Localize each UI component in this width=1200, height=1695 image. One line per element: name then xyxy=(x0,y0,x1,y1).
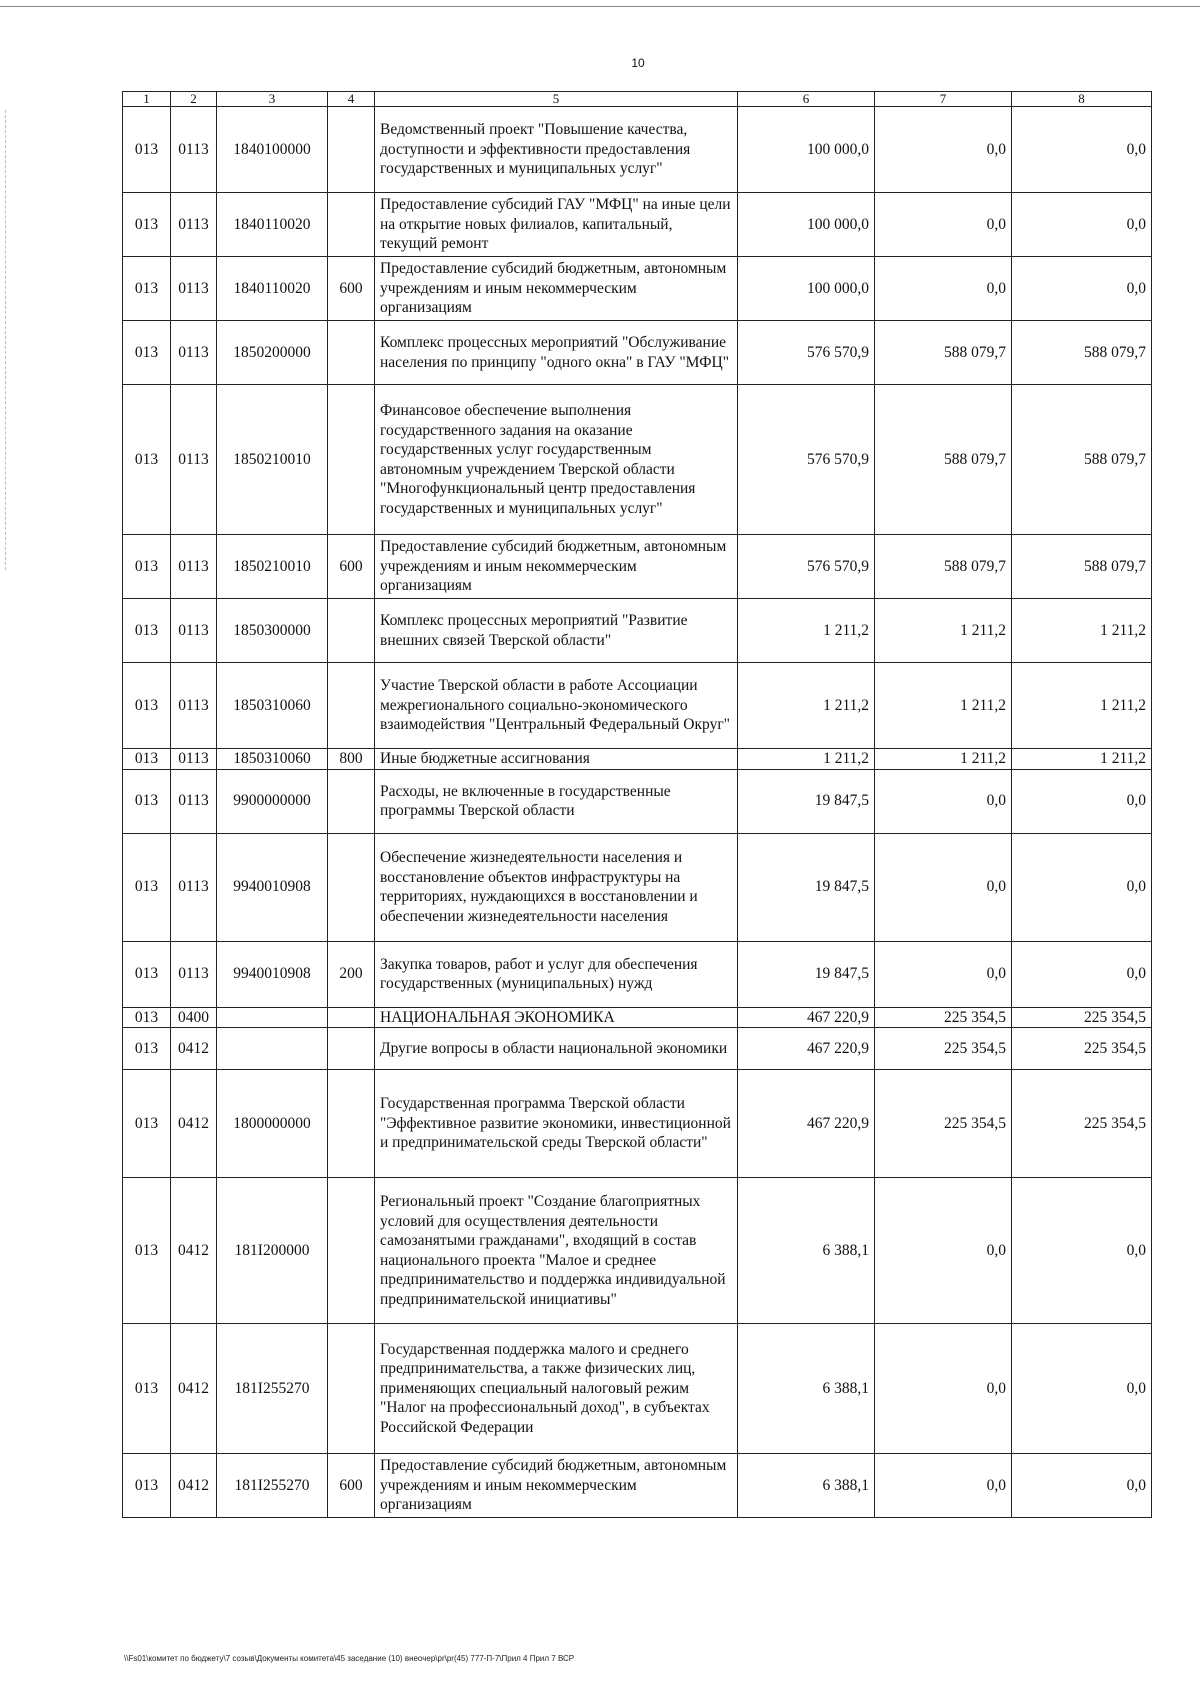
table-row xyxy=(123,599,1152,663)
cell-amount-2: 0,0 xyxy=(875,257,1012,321)
cell-amount-1: 100 000,0 xyxy=(738,193,875,257)
cell-amount-1: 576 570,9 xyxy=(738,321,875,385)
cell-amount-1: 1 211,2 xyxy=(738,749,875,770)
cell-amount-2: 1 211,2 xyxy=(875,599,1012,663)
cell-expense-type xyxy=(328,321,375,385)
cell-amount-2: 0,0 xyxy=(875,193,1012,257)
cell-ministry: 013 xyxy=(123,833,171,941)
cell-amount-3: 0,0 xyxy=(1012,107,1152,193)
cell-amount-1: 19 847,5 xyxy=(738,833,875,941)
cell-expense-type xyxy=(328,1178,375,1324)
cell-description: Государственная поддержка малого и среднего предпринимательства, а также физических лиц, применяющих специальный налоговый режим "Налог на профессиональный доход", в субъектах Российской Федерации xyxy=(375,1324,738,1454)
cell-amount-1: 576 570,9 xyxy=(738,535,875,599)
cell-description: Другие вопросы в области национальной экономики xyxy=(375,1028,738,1070)
cell-ministry: 013 xyxy=(123,385,171,535)
cell-amount-2: 225 354,5 xyxy=(875,1028,1012,1070)
cell-amount-3: 588 079,7 xyxy=(1012,321,1152,385)
cell-section: 0412 xyxy=(171,1454,217,1518)
table-row xyxy=(123,193,1152,257)
cell-amount-3: 0,0 xyxy=(1012,769,1152,833)
cell-ministry: 013 xyxy=(123,1178,171,1324)
cell-target: 1840110020 xyxy=(217,193,328,257)
cell-expense-type: 600 xyxy=(328,1454,375,1518)
cell-ministry: 013 xyxy=(123,535,171,599)
col-header-2: 2 xyxy=(171,92,217,107)
col-header-8: 8 xyxy=(1012,92,1152,107)
cell-description: Ведомственный проект "Повышение качества, доступности и эффективности предоставления государственных и муниципальных услуг" xyxy=(375,107,738,193)
cell-section: 0113 xyxy=(171,107,217,193)
cell-amount-3: 0,0 xyxy=(1012,833,1152,941)
table-row xyxy=(123,385,1152,535)
cell-description: Финансовое обеспечение выполнения государственного задания на оказание государственных услуг государственным автономным учреждением Тверской области "Многофункциональный центр предоставления государственных и муниципальных услуг" xyxy=(375,385,738,535)
cell-amount-3: 588 079,7 xyxy=(1012,535,1152,599)
cell-section: 0113 xyxy=(171,193,217,257)
cell-expense-type xyxy=(328,599,375,663)
cell-amount-1: 576 570,9 xyxy=(738,385,875,535)
cell-amount-1: 6 388,1 xyxy=(738,1178,875,1324)
cell-amount-1: 19 847,5 xyxy=(738,941,875,1007)
cell-section: 0412 xyxy=(171,1324,217,1454)
scan-binding-mark xyxy=(5,110,7,570)
cell-expense-type xyxy=(328,1070,375,1178)
column-number-row xyxy=(123,92,1152,107)
cell-target: 1850310060 xyxy=(217,749,328,770)
cell-description: Государственная программа Тверской области "Эффективное развитие экономики, инвестиционной и предпринимательской среды Тверской области" xyxy=(375,1070,738,1178)
cell-section: 0113 xyxy=(171,941,217,1007)
cell-amount-2: 1 211,2 xyxy=(875,663,1012,749)
cell-amount-2: 0,0 xyxy=(875,1324,1012,1454)
cell-ministry: 013 xyxy=(123,1324,171,1454)
cell-amount-2: 225 354,5 xyxy=(875,1007,1012,1028)
cell-target: 1850200000 xyxy=(217,321,328,385)
cell-target: 1840110020 xyxy=(217,257,328,321)
cell-section: 0113 xyxy=(171,257,217,321)
cell-section: 0412 xyxy=(171,1028,217,1070)
cell-amount-1: 6 388,1 xyxy=(738,1454,875,1518)
cell-description: Региональный проект "Создание благоприятных условий для осуществления деятельности самозанятыми гражданами", входящий в состав национального проекта "Малое и среднее предпринимательство и поддержка индивидуальной предпринимательской инициативы" xyxy=(375,1178,738,1324)
cell-amount-3: 225 354,5 xyxy=(1012,1028,1152,1070)
table-row xyxy=(123,321,1152,385)
cell-amount-3: 0,0 xyxy=(1012,1454,1152,1518)
cell-amount-2: 0,0 xyxy=(875,107,1012,193)
cell-ministry: 013 xyxy=(123,769,171,833)
cell-target: 1800000000 xyxy=(217,1070,328,1178)
cell-expense-type xyxy=(328,107,375,193)
cell-target: 1850210010 xyxy=(217,385,328,535)
cell-ministry: 013 xyxy=(123,1454,171,1518)
cell-ministry: 013 xyxy=(123,107,171,193)
cell-section: 0412 xyxy=(171,1070,217,1178)
cell-section: 0113 xyxy=(171,663,217,749)
col-header-7: 7 xyxy=(875,92,1012,107)
cell-expense-type xyxy=(328,385,375,535)
cell-ministry: 013 xyxy=(123,1007,171,1028)
cell-amount-3: 225 354,5 xyxy=(1012,1070,1152,1178)
cell-target: 1850210010 xyxy=(217,535,328,599)
cell-amount-2: 588 079,7 xyxy=(875,385,1012,535)
cell-section: 0113 xyxy=(171,385,217,535)
cell-expense-type: 600 xyxy=(328,535,375,599)
cell-description: Комплекс процессных мероприятий "Развитие внешних связей Тверской области" xyxy=(375,599,738,663)
cell-amount-3: 1 211,2 xyxy=(1012,599,1152,663)
cell-description: Комплекс процессных мероприятий "Обслуживание населения по принципу "одного окна" в ГАУ "МФЦ" xyxy=(375,321,738,385)
col-header-4: 4 xyxy=(328,92,375,107)
cell-expense-type xyxy=(328,833,375,941)
table-row xyxy=(123,833,1152,941)
cell-amount-2: 0,0 xyxy=(875,769,1012,833)
cell-ministry: 013 xyxy=(123,599,171,663)
cell-expense-type: 200 xyxy=(328,941,375,1007)
cell-description: Закупка товаров, работ и услуг для обеспечения государственных (муниципальных) нужд xyxy=(375,941,738,1007)
table-row xyxy=(123,1454,1152,1518)
cell-expense-type xyxy=(328,1324,375,1454)
cell-target: 9940010908 xyxy=(217,941,328,1007)
cell-target xyxy=(217,1007,328,1028)
cell-amount-3: 0,0 xyxy=(1012,193,1152,257)
cell-target: 9900000000 xyxy=(217,769,328,833)
cell-amount-2: 0,0 xyxy=(875,941,1012,1007)
cell-section: 0113 xyxy=(171,599,217,663)
cell-ministry: 013 xyxy=(123,257,171,321)
cell-amount-2: 1 211,2 xyxy=(875,749,1012,770)
cell-section: 0400 xyxy=(171,1007,217,1028)
cell-section: 0113 xyxy=(171,769,217,833)
cell-amount-1: 467 220,9 xyxy=(738,1007,875,1028)
cell-target: 181I255270 xyxy=(217,1324,328,1454)
cell-ministry: 013 xyxy=(123,193,171,257)
table-row xyxy=(123,257,1152,321)
file-path-footer: \\Fs01\комитет по бюджету\7 созыв\Документы комитета\45 заседание (10) внеочер\pr\pr(45) 777-П-7\Прил 4 Прил 7 ВСР xyxy=(124,1654,575,1663)
table-row xyxy=(123,941,1152,1007)
cell-amount-3: 225 354,5 xyxy=(1012,1007,1152,1028)
cell-ministry: 013 xyxy=(123,941,171,1007)
cell-section: 0113 xyxy=(171,833,217,941)
cell-description: Расходы, не включенные в государственные программы Тверской области xyxy=(375,769,738,833)
table-row xyxy=(123,535,1152,599)
cell-section: 0412 xyxy=(171,1178,217,1324)
cell-section: 0113 xyxy=(171,749,217,770)
cell-amount-1: 100 000,0 xyxy=(738,257,875,321)
scan-top-edge xyxy=(0,6,1200,7)
cell-description: Предоставление субсидий ГАУ "МФЦ" на иные цели на открытие новых филиалов, капитальный, текущий ремонт xyxy=(375,193,738,257)
cell-expense-type xyxy=(328,1028,375,1070)
cell-section: 0113 xyxy=(171,535,217,599)
cell-description: НАЦИОНАЛЬНАЯ ЭКОНОМИКА xyxy=(375,1007,738,1028)
cell-amount-3: 1 211,2 xyxy=(1012,749,1152,770)
cell-amount-1: 1 211,2 xyxy=(738,663,875,749)
col-header-5: 5 xyxy=(375,92,738,107)
cell-target xyxy=(217,1028,328,1070)
col-header-6: 6 xyxy=(738,92,875,107)
cell-amount-3: 0,0 xyxy=(1012,1178,1152,1324)
cell-expense-type xyxy=(328,769,375,833)
cell-ministry: 013 xyxy=(123,1028,171,1070)
cell-description: Иные бюджетные ассигнования xyxy=(375,749,738,770)
cell-ministry: 013 xyxy=(123,663,171,749)
table-row xyxy=(123,1028,1152,1070)
cell-description: Предоставление субсидий бюджетным, автономным учреждениям и иным некоммерческим организациям xyxy=(375,257,738,321)
cell-amount-2: 225 354,5 xyxy=(875,1070,1012,1178)
cell-expense-type: 600 xyxy=(328,257,375,321)
table-row xyxy=(123,1007,1152,1028)
cell-ministry: 013 xyxy=(123,749,171,770)
cell-target: 1850300000 xyxy=(217,599,328,663)
cell-ministry: 013 xyxy=(123,1070,171,1178)
cell-ministry: 013 xyxy=(123,321,171,385)
table-row xyxy=(123,1324,1152,1454)
cell-amount-2: 588 079,7 xyxy=(875,321,1012,385)
cell-amount-3: 1 211,2 xyxy=(1012,663,1152,749)
cell-target: 1840100000 xyxy=(217,107,328,193)
cell-section: 0113 xyxy=(171,321,217,385)
table-row xyxy=(123,769,1152,833)
cell-amount-2: 588 079,7 xyxy=(875,535,1012,599)
cell-amount-2: 0,0 xyxy=(875,1178,1012,1324)
cell-amount-1: 19 847,5 xyxy=(738,769,875,833)
cell-description: Обеспечение жизнедеятельности населения и восстановление объектов инфраструктуры на территориях, нуждающихся в восстановлении и обеспечении жизнедеятельности населения xyxy=(375,833,738,941)
col-header-1: 1 xyxy=(123,92,171,107)
cell-target: 1850310060 xyxy=(217,663,328,749)
table-row xyxy=(123,107,1152,193)
cell-amount-1: 6 388,1 xyxy=(738,1324,875,1454)
cell-description: Предоставление субсидий бюджетным, автономным учреждениям и иным некоммерческим организациям xyxy=(375,535,738,599)
cell-amount-3: 0,0 xyxy=(1012,941,1152,1007)
cell-description: Предоставление субсидий бюджетным, автономным учреждениям и иным некоммерческим организациям xyxy=(375,1454,738,1518)
page-number: 10 xyxy=(631,56,645,70)
cell-amount-2: 0,0 xyxy=(875,833,1012,941)
cell-amount-3: 0,0 xyxy=(1012,257,1152,321)
table-row xyxy=(123,1070,1152,1178)
cell-target: 181I200000 xyxy=(217,1178,328,1324)
table-row xyxy=(123,749,1152,770)
cell-amount-1: 467 220,9 xyxy=(738,1028,875,1070)
cell-amount-3: 0,0 xyxy=(1012,1324,1152,1454)
cell-amount-1: 467 220,9 xyxy=(738,1070,875,1178)
cell-description: Участие Тверской области в работе Ассоциации межрегионального социально-экономического взаимодействия "Центральный Федеральный Округ" xyxy=(375,663,738,749)
cell-target: 181I255270 xyxy=(217,1454,328,1518)
cell-amount-1: 100 000,0 xyxy=(738,107,875,193)
cell-expense-type xyxy=(328,193,375,257)
cell-amount-1: 1 211,2 xyxy=(738,599,875,663)
cell-expense-type xyxy=(328,1007,375,1028)
table-row xyxy=(123,1178,1152,1324)
cell-amount-3: 588 079,7 xyxy=(1012,385,1152,535)
budget-table xyxy=(122,91,1152,1518)
cell-target: 9940010908 xyxy=(217,833,328,941)
cell-amount-2: 0,0 xyxy=(875,1454,1012,1518)
cell-expense-type: 800 xyxy=(328,749,375,770)
col-header-3: 3 xyxy=(217,92,328,107)
cell-expense-type xyxy=(328,663,375,749)
table-row xyxy=(123,663,1152,749)
